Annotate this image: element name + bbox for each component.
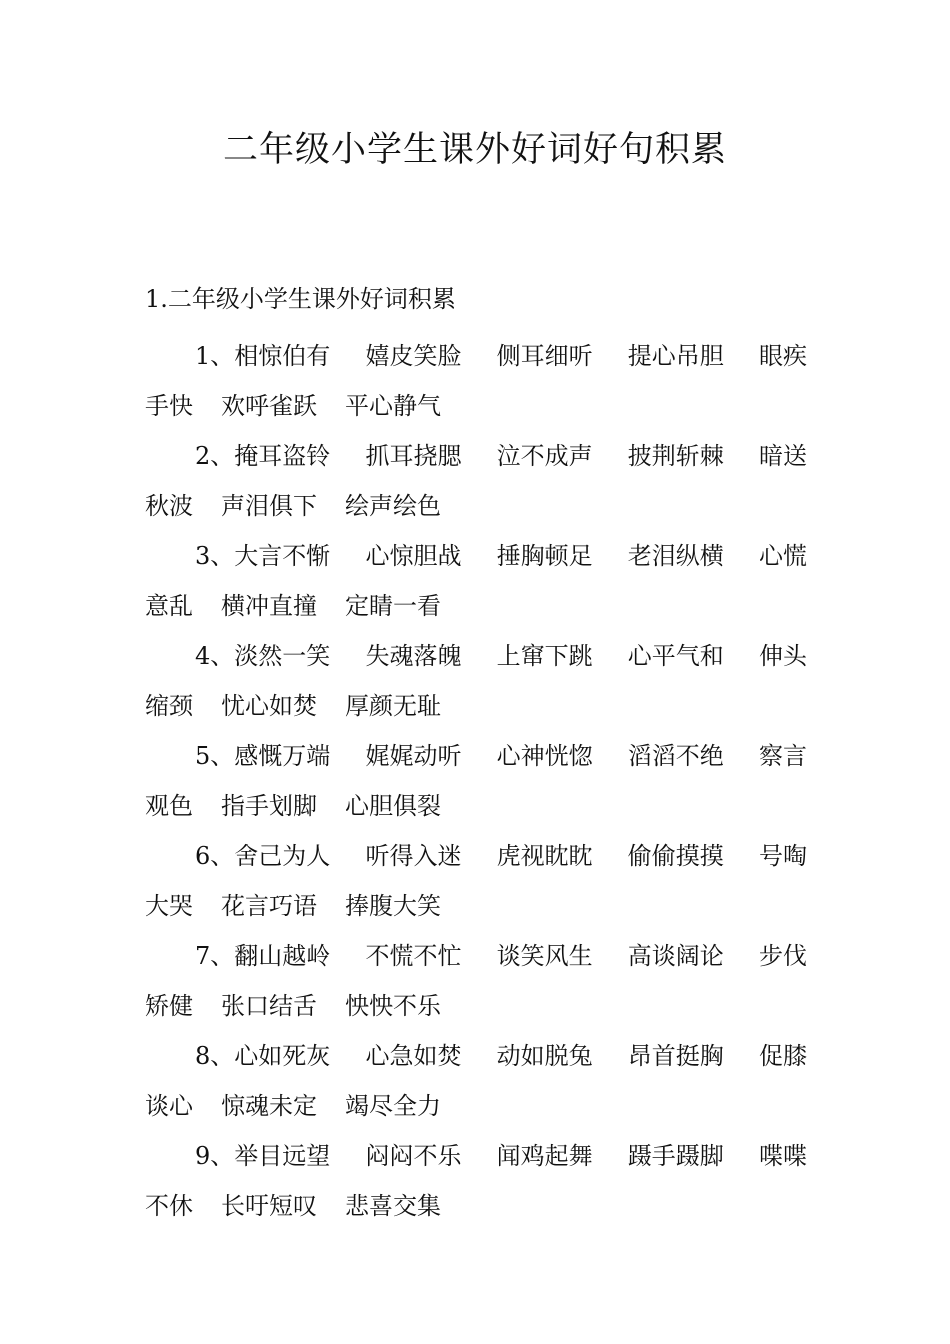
word-entry: 伸头	[758, 642, 807, 670]
word-group-second-line	[145, 881, 441, 931]
word-entry: 心慌	[758, 542, 807, 570]
word-entry: 昂首挺胸	[627, 1042, 724, 1070]
word-group-item	[145, 531, 807, 631]
word-entry: 喋喋	[758, 1142, 807, 1170]
word-group-first-line	[195, 931, 807, 981]
word-entry: 声泪俱下	[221, 492, 317, 520]
word-entry: 上窜下跳	[496, 642, 593, 670]
word-entry: 缩颈	[145, 692, 193, 720]
word-entry: 不慌不忙	[365, 942, 462, 970]
word-entry: 意乱	[145, 592, 193, 620]
word-entry: 号啕	[758, 842, 807, 870]
word-group-first-line	[195, 531, 807, 581]
word-group-first-word: 感慨万端	[234, 742, 331, 770]
word-entry: 偷偷摸摸	[627, 842, 724, 870]
word-entry: 泣不成声	[496, 442, 593, 470]
word-group-second-line	[145, 781, 441, 831]
word-entry: 听得入迷	[365, 842, 462, 870]
word-entry: 暗送	[758, 442, 807, 470]
word-group-first-line	[195, 431, 807, 481]
word-entry: 察言	[758, 742, 807, 770]
word-group-item	[145, 331, 807, 431]
numbered-word	[195, 531, 330, 581]
word-entry: 绘声绘色	[345, 492, 441, 520]
word-group-first-line	[195, 1031, 807, 1081]
word-entry: 失魂落魄	[365, 642, 462, 670]
word-group-second-line	[145, 381, 441, 431]
word-entry: 蹑手蹑脚	[627, 1142, 724, 1170]
word-group-first-line	[195, 1131, 807, 1181]
word-entry: 促膝	[758, 1042, 807, 1070]
word-entry: 提心吊胆	[627, 342, 724, 370]
word-entry: 心神恍惚	[496, 742, 593, 770]
word-group-second-line	[145, 981, 441, 1031]
word-entry: 横冲直撞	[221, 592, 317, 620]
word-entry: 动如脱兔	[496, 1042, 593, 1070]
word-entry: 谈心	[145, 1092, 193, 1120]
word-group-item	[145, 831, 807, 931]
word-group-first-word: 掩耳盗铃	[234, 442, 331, 470]
word-group-number: 9、	[195, 1142, 235, 1170]
page-title: 二年级小学生课外好词好句积累	[222, 130, 727, 170]
word-group-item	[145, 431, 807, 531]
word-group-second-line	[145, 581, 441, 631]
word-group-number: 4、	[195, 642, 235, 670]
word-entry: 高谈阔论	[627, 942, 724, 970]
word-group-first-line	[195, 831, 807, 881]
word-entry: 欢呼雀跃	[221, 392, 317, 420]
word-entry: 厚颜无耻	[345, 692, 441, 720]
word-group-item	[145, 1131, 807, 1231]
word-group-first-line	[195, 731, 807, 781]
word-group-number: 3、	[195, 542, 235, 570]
word-group-second-line	[145, 681, 441, 731]
word-entry: 秋波	[145, 492, 193, 520]
word-entry: 惊魂未定	[221, 1092, 317, 1120]
word-entry: 娓娓动听	[365, 742, 462, 770]
section-heading: 1.二年级小学生课外好词积累	[145, 285, 456, 313]
word-entry: 矫健	[145, 992, 193, 1020]
word-group-number: 6、	[195, 842, 235, 870]
word-entry: 不休	[145, 1192, 193, 1220]
word-group-number: 2、	[195, 442, 235, 470]
numbered-word	[195, 431, 330, 481]
word-group-first-word: 舍己为人	[234, 842, 331, 870]
word-group-number: 8、	[195, 1042, 235, 1070]
word-group-first-word: 翻山越岭	[234, 942, 331, 970]
word-group-first-line	[195, 331, 807, 381]
numbered-word	[195, 931, 330, 981]
word-entry: 定睛一看	[345, 592, 441, 620]
word-entry: 侧耳细听	[496, 342, 593, 370]
word-group-first-word: 淡然一笑	[234, 642, 331, 670]
word-entry: 平心静气	[345, 392, 441, 420]
word-entry: 谈笑风生	[496, 942, 593, 970]
word-entry: 指手划脚	[221, 792, 317, 820]
word-entry: 心胆俱裂	[345, 792, 441, 820]
word-group-second-line	[145, 1181, 441, 1231]
word-group-item	[145, 1031, 807, 1131]
word-group-second-line	[145, 481, 441, 531]
word-entry: 心惊胆战	[365, 542, 462, 570]
word-group-number: 7、	[195, 942, 235, 970]
word-entry: 张口结舌	[221, 992, 317, 1020]
word-entry: 捧腹大笑	[345, 892, 441, 920]
word-group-number: 1、	[195, 342, 235, 370]
word-entry: 眼疾	[758, 342, 807, 370]
numbered-word	[195, 631, 330, 681]
word-entry: 大哭	[145, 892, 193, 920]
word-group-first-word: 大言不惭	[234, 542, 331, 570]
word-entry: 披荆斩棘	[627, 442, 724, 470]
word-entry: 抓耳挠腮	[365, 442, 462, 470]
numbered-word	[195, 1131, 330, 1181]
word-entry: 老泪纵横	[627, 542, 724, 570]
word-entry: 长吁短叹	[221, 1192, 317, 1220]
word-group-item	[145, 631, 807, 731]
word-entry: 闷闷不乐	[365, 1142, 462, 1170]
word-entry: 怏怏不乐	[345, 992, 441, 1020]
word-entry: 观色	[145, 792, 193, 820]
word-group-first-line	[195, 631, 807, 681]
numbered-word	[195, 731, 330, 781]
numbered-word	[195, 331, 330, 381]
numbered-word	[195, 1031, 330, 1081]
word-group-first-word: 心如死灰	[234, 1042, 331, 1070]
word-entry: 心急如焚	[365, 1042, 462, 1070]
numbered-word	[195, 831, 330, 881]
word-group-list	[145, 331, 807, 1231]
word-entry: 悲喜交集	[345, 1192, 441, 1220]
word-entry: 竭尽全力	[345, 1092, 441, 1120]
word-group-first-word: 举目远望	[234, 1142, 331, 1170]
word-entry: 捶胸顿足	[496, 542, 593, 570]
word-entry: 忧心如焚	[221, 692, 317, 720]
word-group-first-word: 相惊伯有	[234, 342, 331, 370]
word-group-item	[145, 931, 807, 1031]
word-entry: 嬉皮笑脸	[365, 342, 462, 370]
word-entry: 滔滔不绝	[627, 742, 724, 770]
word-group-item	[145, 731, 807, 831]
word-entry: 花言巧语	[221, 892, 317, 920]
word-entry: 虎视眈眈	[496, 842, 593, 870]
word-entry: 心平气和	[627, 642, 724, 670]
word-entry: 手快	[145, 392, 193, 420]
word-entry: 步伐	[758, 942, 807, 970]
word-group-second-line	[145, 1081, 441, 1131]
word-group-number: 5、	[195, 742, 235, 770]
word-entry: 闻鸡起舞	[496, 1142, 593, 1170]
